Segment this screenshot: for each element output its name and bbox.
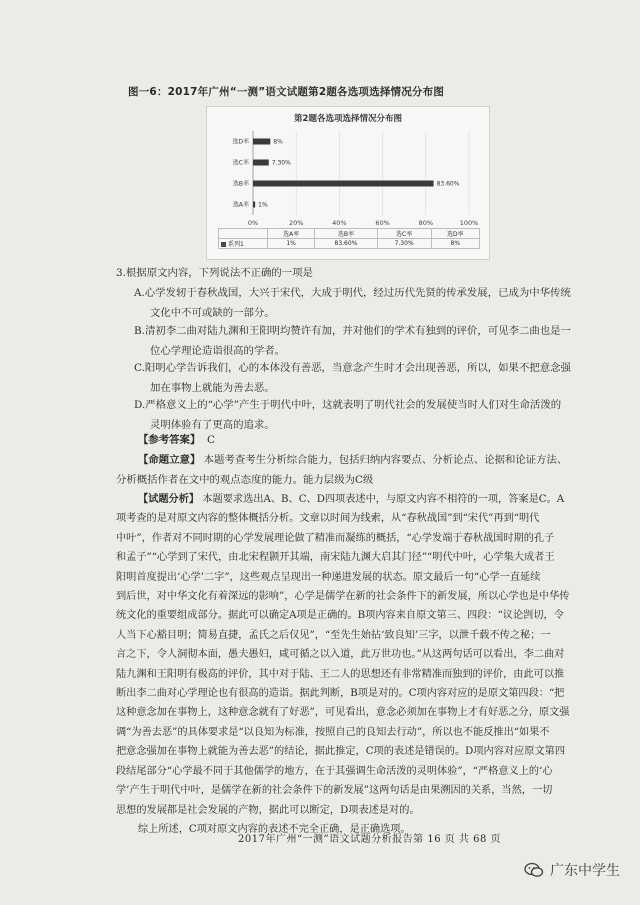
x-tick-label: 40% (332, 219, 347, 227)
analysis-line: 和孟子”“心学到了宋代，由北宋程颢开其端，南宋陆九渊大启其门径”“明代中叶，心学集大成者王 (116, 552, 555, 564)
intent-line1: 本题考查考生分析综合能力，包括归纳内容要点、分析论点、论据和论证方法、 (203, 454, 568, 466)
y-category-label: 选A率 (232, 201, 249, 209)
bar (253, 181, 434, 187)
bar (253, 202, 255, 208)
x-tick-label: 80% (418, 219, 434, 227)
analysis-conclusion: 综上所述，C项对原文内容的表述不完全正确，是正确选项。 (138, 823, 411, 835)
option-a-line2: 文化中不可或缺的一部分。 (150, 306, 275, 319)
analysis-line: 阳明首度提出‘心学’二字”，这些观点呈现出一种递进发展的状态。原文最后一句“心学一直延续 (116, 571, 541, 583)
analysis-line: 陆九渊和王阳明有极高的评价，其中对于陆、王二人的思想还有非常精准而独到的评价，由此可以推 (116, 668, 565, 680)
y-category-label: 选C率 (232, 159, 249, 167)
option-b (134, 322, 574, 361)
analysis-line: 学’产生于明代中叶，是儒学在新的社会条件下的新发展”这两句话是由果溯因的关系，当然，一切 (116, 785, 553, 797)
option-a (134, 284, 574, 323)
intent-section (116, 451, 578, 490)
data-label: 1% (258, 201, 268, 209)
analysis-section (116, 490, 578, 839)
analysis-line: 项考查的是对原文内容的整体概括分析。文章以时间为线索，从“春秋战国”到“宋代”再到“明代 (116, 513, 540, 525)
figure-caption: 图一6：2017年广州“一测”语文试题第2题各选项选择情况分布图 (128, 86, 445, 98)
bar (253, 160, 269, 166)
chart-table-cell: 83.60% (315, 239, 377, 249)
option-a-line1: A.心学发轫于春秋战国，大兴于宋代，大成于明代，经过历代先贤的传承发展，已成为中华传统 (134, 287, 571, 299)
option-b-line1: B.清初李二曲对陆九渊和王阳明均赞许有加，并对他们的学术有独到的评价，可见李二曲也是一 (134, 325, 571, 337)
analysis-line: 本题要求选出A、B、C、D四项表述中，与原文内容不相符的一项，答案是C。A (202, 494, 565, 505)
option-d-line1: D.严格意义上的“心学”产生于明代中叶，这就表明了明代社会的发展使当时人们对生命活泼的 (134, 399, 562, 411)
analysis-line: 中叶”，作者对不同时期的心学发展理论做了精准而凝练的概括，“心学发端于春秋战国时期的孔子 (116, 532, 555, 544)
data-label: 83.60% (436, 180, 460, 188)
x-tick-label: 100% (459, 219, 479, 227)
chart-table-cell: 1% (268, 239, 315, 249)
analysis-line: 这种意念加在事物上，这种意念就有了好恶”，可见看出，意念必须加在事物上才有好恶之分，原文强 (116, 707, 570, 719)
chart-table-cell: 8% (431, 239, 479, 249)
chart-table-header: 选A率 (268, 229, 315, 239)
data-label: 8% (273, 138, 283, 146)
y-category-label: 选D率 (232, 138, 249, 146)
legend-label: 系列1 (228, 241, 244, 248)
watermark-text: 广东中学生 (550, 863, 620, 879)
analysis-line: 人当下心豁目明；简易直捷，孟氏之后仅见”，“至先生始拈‘致良知’三字，以泄千载不传之秘；一 (116, 629, 551, 641)
option-c (134, 359, 574, 398)
chart-table-row-label (219, 239, 268, 249)
analysis-line: 到后世，对中华文化有着深远的影响”，心学是儒学在新的社会条件下的新发展，所以心学也是中华传 (116, 591, 570, 603)
option-d-line2: 灵明体验有了更高的追求。 (150, 418, 275, 431)
wechat-icon (524, 862, 544, 878)
x-tick-label: 0% (247, 219, 259, 227)
option-b-line2: 位心学理论造诣很高的学者。 (150, 344, 286, 357)
x-tick-label: 60% (375, 219, 390, 227)
analysis-line: 言之下，令人洞彻本面，愚夫愚妇，咸可循之以入道，此万世功也。”从这两句话可以看出，李二曲对 (116, 649, 565, 661)
option-c-line1: C.阳明心学告诉我们，心的本体没有善恶，当意念产生时才会出现善恶，所以，如果不把意念强 (134, 362, 571, 374)
chart-table-header: 选C率 (377, 229, 431, 239)
answer-label: 【参考答案】 (138, 434, 201, 446)
y-category-label: 选B率 (232, 180, 249, 188)
x-tick-label: 20% (288, 219, 304, 227)
intent-label: 【命题立意】 (138, 454, 201, 466)
chart-table-cell: 7.30% (377, 239, 431, 249)
bar (253, 139, 270, 145)
chart-title: 第2题各选项选择情况分布图 (294, 114, 402, 124)
chart-data-table (218, 228, 480, 249)
page-footer: 2017年广州“一测”语文试题分析报告第 16 页 共 68 页 (238, 834, 502, 845)
option-d (134, 396, 574, 435)
question-title: 3.根据原文内容，下列说法不正确的一项是 (116, 267, 313, 279)
analysis-line: 把意念强加在事物上就能为善去恶”的结论，据此推定，C项的表述是错误的。D项内容对应原文第四 (116, 746, 566, 758)
analysis-line: 断出李二曲对心学理论也有很高的造诣。据此判断，B项是对的。C项内容对应的是原文第四段：“把 (116, 688, 565, 700)
watermark (524, 860, 620, 880)
chart-table-header-row (219, 229, 480, 239)
analysis-line: 调“为善去恶”的具体要求是“以良知为标准，按照自己的良知去行动”，所以也不能反推出“如果不 (116, 726, 550, 738)
answer-value: C (206, 434, 215, 446)
intent-line2: 分析概括作者在文中的观点态度的能力。能力层级为C级 (116, 473, 374, 486)
analysis-line: 思想的发展都是社会发展的产物，据此可以断定，D项表述是对的。 (116, 804, 420, 816)
option-c-line2: 加在事物上就能为善去恶。 (150, 381, 275, 394)
analysis-line: 段结尾部分“心学最不同于其他儒学的地方，在于其强调生命活泼的灵明体验”，“严格意义上的‘心 (116, 765, 553, 777)
analysis-label: 【试题分析】 (138, 493, 200, 505)
answer-section (116, 431, 578, 451)
chart-table-header: 选B率 (315, 229, 377, 239)
chart-table-header: 选D率 (431, 229, 479, 239)
data-label: 7.30% (271, 159, 291, 167)
analysis-line: 统文化的重要组成部分。据此可以确定A项是正确的。B项内容来自原文第三、四段：“议论剀切，令 (116, 610, 564, 622)
legend-swatch-icon (221, 242, 226, 247)
chart-table-corner (219, 229, 268, 239)
chart-table-value-row (219, 239, 480, 249)
